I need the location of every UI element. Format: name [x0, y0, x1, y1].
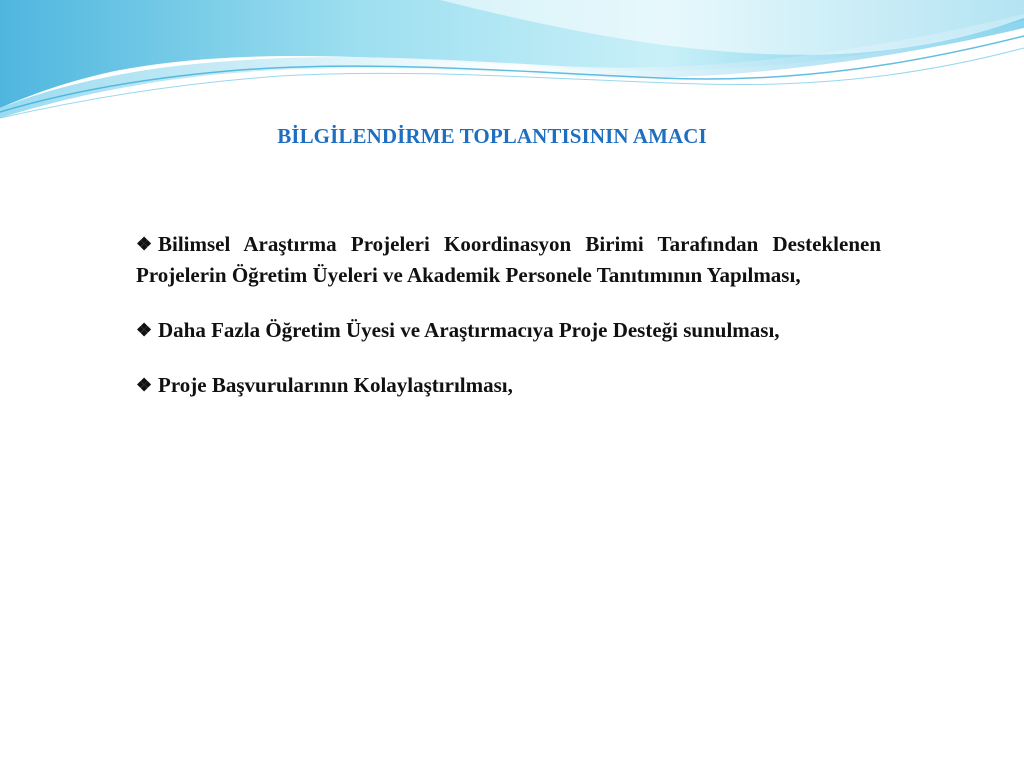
bullet-item [136, 370, 881, 401]
diamond-bullet-icon: ❖ [136, 234, 153, 254]
diamond-bullet-icon: ❖ [136, 320, 153, 340]
bullet-text: Bilimsel Araştırma Projeleri Koordinasyon Birimi Tarafından Desteklenen Projelerin Öğretim Üyeleri ve Akademik Personele Tanıtımının Yapılması, [136, 232, 881, 287]
bullet-list [136, 229, 881, 425]
bullet-text: Proje Başvurularının Kolaylaştırılması, [158, 373, 513, 397]
bullet-text: Daha Fazla Öğretim Üyesi ve Araştırmacıya Proje Desteği sunulması, [158, 318, 780, 342]
header-wave-decoration [0, 0, 1024, 130]
diamond-bullet-icon: ❖ [136, 375, 153, 395]
bullet-item [136, 315, 881, 346]
slide-title: BİLGİLENDİRME TOPLANTISININ AMACI [277, 124, 707, 148]
bullet-item [136, 229, 881, 291]
